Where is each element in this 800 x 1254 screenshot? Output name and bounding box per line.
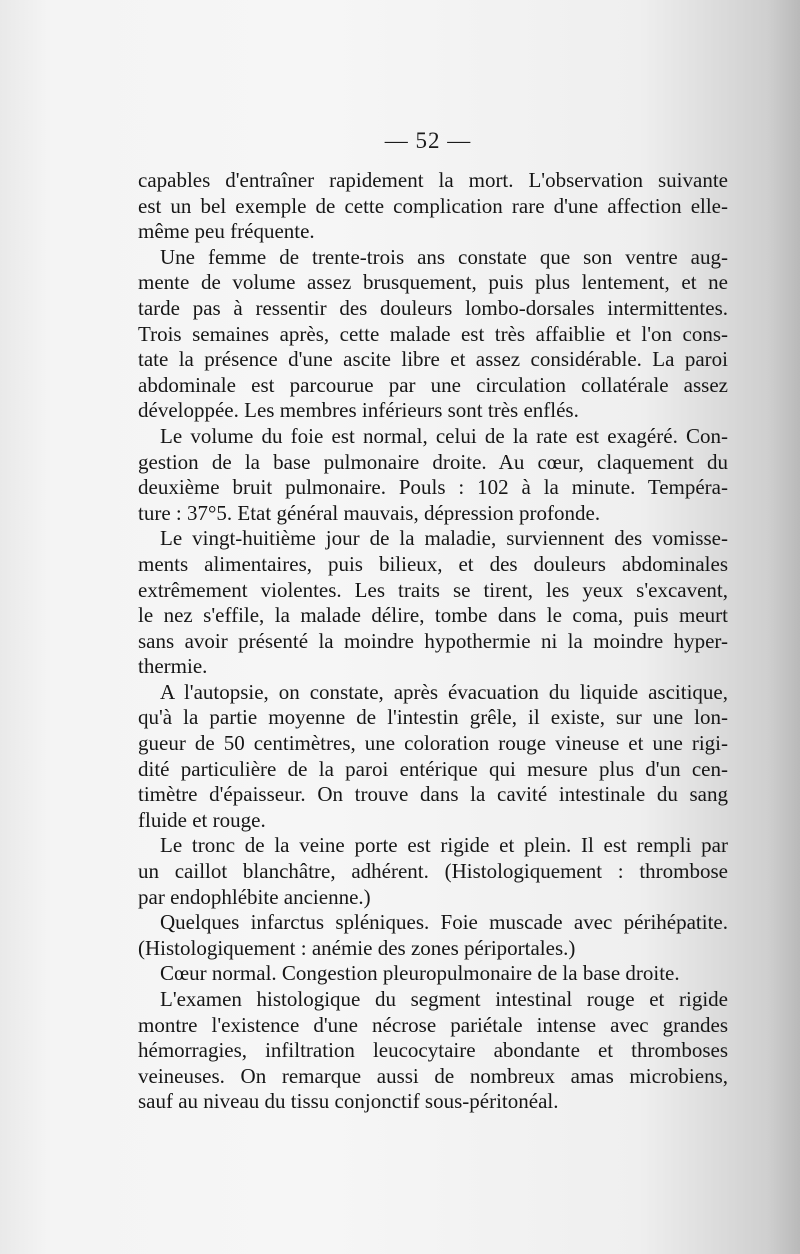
text-line: ture : 37°5. Etat général mauvais, dépression profonde. bbox=[138, 500, 601, 525]
text-line: Cœur normal. Congestion pleuropulmonaire de la base droite. bbox=[160, 961, 680, 986]
text-line: développée. Les membres inférieurs sont très enflés. bbox=[138, 398, 579, 423]
text-line: Le volume du foie est normal, celui de la rate est exagéré. Con- bbox=[160, 423, 728, 448]
paragraph-p9 bbox=[138, 987, 728, 1115]
text-line: timètre d'épaisseur. On trouve dans la cavité intestinale du sang bbox=[138, 782, 728, 807]
text-line: (Histologiquement : anémie des zones périportales.) bbox=[138, 935, 576, 960]
text-line: un caillot blanchâtre, adhérent. (Histologiquement : thrombose bbox=[138, 859, 728, 884]
text-line: ments alimentaires, puis bilieux, et des douleurs abdominales bbox=[138, 551, 728, 576]
text-line: gueur de 50 centimètres, une coloration rouge vineuse et une rigi- bbox=[138, 731, 728, 756]
page-number: — 52 — bbox=[384, 128, 472, 153]
paragraph-p6 bbox=[138, 833, 728, 910]
text-line: gestion de la base pulmonaire droite. Au cœur, claquement du bbox=[138, 449, 728, 474]
text-line: sauf au niveau du tissu conjonctif sous-péritonéal. bbox=[138, 1089, 559, 1114]
paragraph-p7 bbox=[138, 910, 728, 961]
paragraph-p8 bbox=[138, 961, 728, 987]
text-line: veineuses. On remarque aussi de nombreux amas microbiens, bbox=[138, 1063, 728, 1088]
text-line: hémorragies, infiltration leucocytaire abondante et thromboses bbox=[138, 1038, 728, 1063]
text-line: deuxième bruit pulmonaire. Pouls : 102 à la minute. Tempéra- bbox=[138, 475, 728, 500]
text-line: est un bel exemple de cette complication rare d'une affection elle- bbox=[138, 193, 728, 218]
paragraph-p4 bbox=[138, 526, 728, 680]
paragraph-p5 bbox=[138, 680, 728, 834]
text-line: dité particulière de la paroi entérique qui mesure plus d'un cen- bbox=[138, 756, 728, 781]
text-line: même peu fréquente. bbox=[138, 219, 315, 244]
body-text bbox=[138, 168, 728, 1115]
text-line: Le tronc de la veine porte est rigide et plein. Il est rempli par bbox=[160, 833, 728, 858]
text-line: le nez s'effile, la malade délire, tombe dans le coma, puis meurt bbox=[138, 603, 728, 628]
paragraph-p2 bbox=[138, 245, 728, 424]
text-line: montre l'existence d'une nécrose pariétale intense avec grandes bbox=[138, 1012, 728, 1037]
text-line: capables d'entraîner rapidement la mort. L'observation suivante bbox=[138, 168, 728, 192]
text-line: qu'à la partie moyenne de l'intestin grêle, il existe, sur une lon- bbox=[138, 705, 728, 730]
text-line: mente de volume assez brusquement, puis plus lentement, et ne bbox=[138, 270, 728, 295]
text-line: tate la présence d'une ascite libre et assez considérable. La paroi bbox=[138, 347, 728, 372]
text-line: sans avoir présenté la moindre hypothermie ni la moindre hyper- bbox=[138, 628, 728, 653]
text-line: par endophlébite ancienne.) bbox=[138, 884, 371, 909]
text-line: Trois semaines après, cette malade est très affaiblie et l'on cons- bbox=[138, 321, 728, 346]
text-line: Une femme de trente-trois ans constate que son ventre aug- bbox=[160, 244, 728, 269]
text-line: L'examen histologique du segment intestinal rouge et rigide bbox=[160, 987, 728, 1011]
text-line: Le vingt-huitième jour de la maladie, surviennent des vomisse- bbox=[160, 526, 728, 551]
paragraph-p3 bbox=[138, 424, 728, 526]
paragraph-p1 bbox=[138, 168, 728, 245]
text-line: thermie. bbox=[138, 654, 208, 679]
text-line: tarde pas à ressentir des douleurs lombo-dorsales intermittentes. bbox=[138, 295, 728, 320]
text-line: extrêmement violentes. Les traits se tirent, les yeux s'excavent, bbox=[138, 577, 728, 602]
text-line: A l'autopsie, on constate, après évacuation du liquide ascitique, bbox=[160, 679, 728, 704]
text-line: fluide et rouge. bbox=[138, 807, 266, 832]
text-line: Quelques infarctus spléniques. Foie muscade avec périhépatite. bbox=[160, 910, 728, 935]
text-line: abdominale est parcourue par une circulation collatérale assez bbox=[138, 372, 728, 397]
